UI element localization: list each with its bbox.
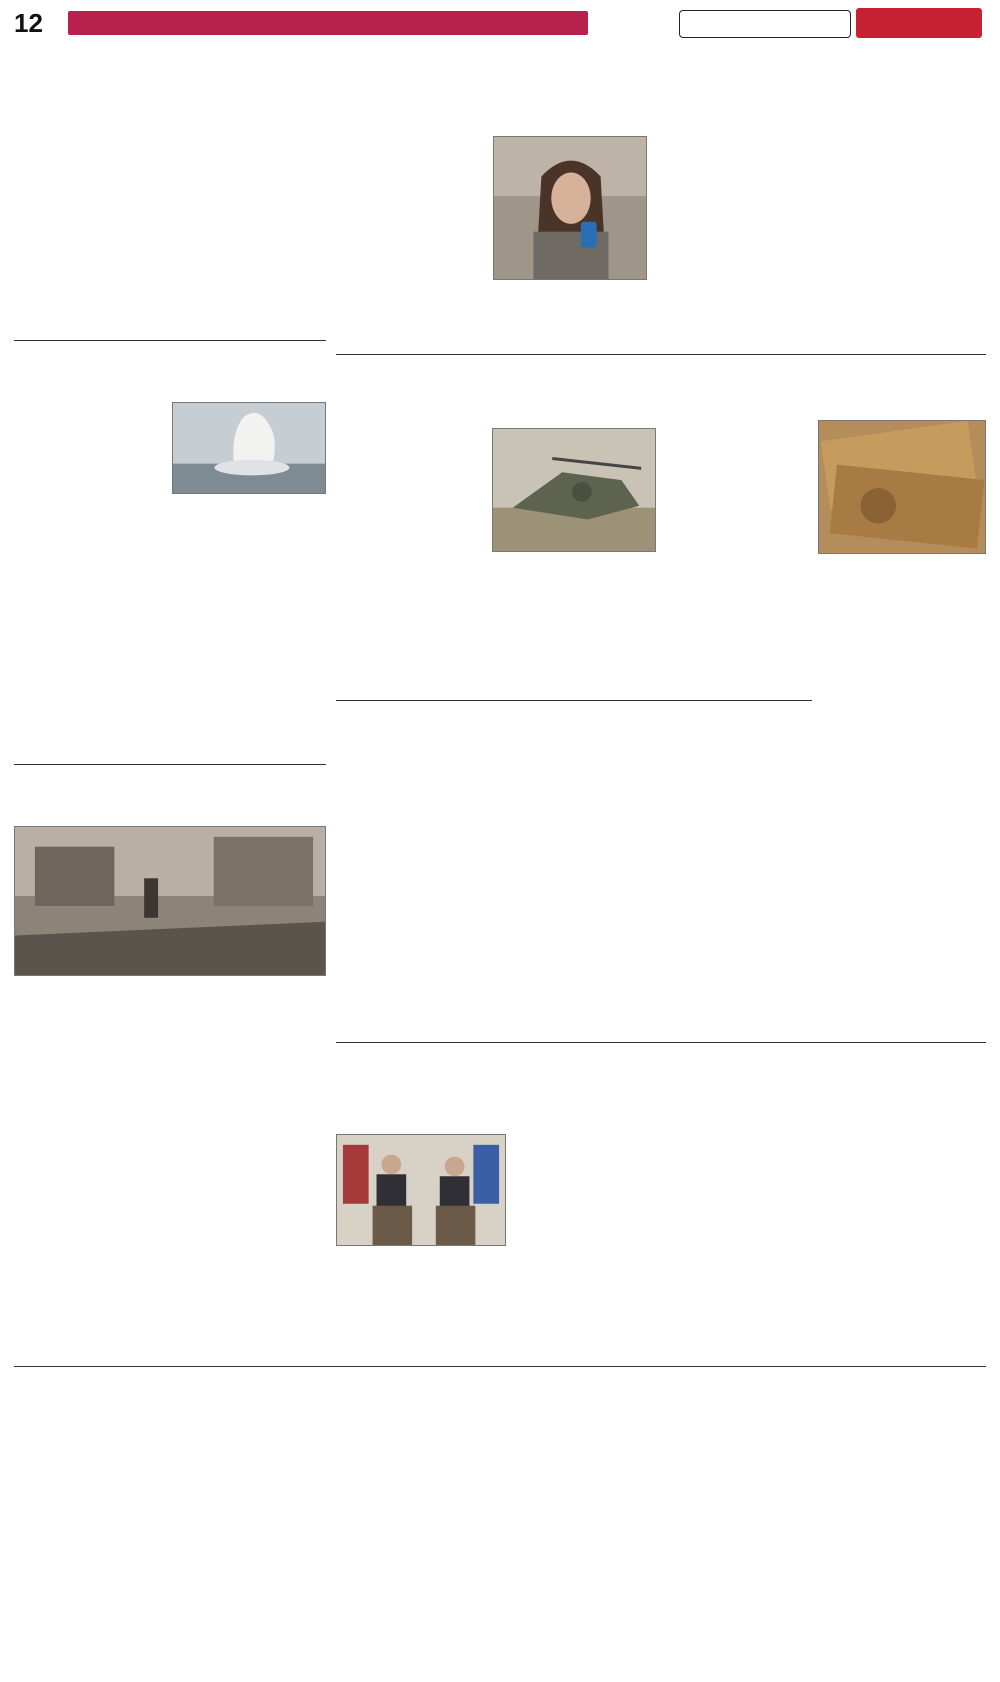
imprint-footer xyxy=(0,1660,1000,1678)
underwater-explosion-photo xyxy=(172,402,326,494)
canada-aid-body-col2 xyxy=(818,558,986,1028)
cctv-hacking-body-col1 xyxy=(336,136,486,350)
canada-aid-headline xyxy=(664,360,986,416)
un-rights-tagline xyxy=(336,1416,656,1434)
norway-cyber-body-right xyxy=(512,1134,656,1246)
ww2-bomb-body-col2 xyxy=(172,498,326,760)
europe-corona-body-col3 xyxy=(652,778,812,1038)
biden-china-headline xyxy=(664,1050,986,1108)
ww2-bomb-body-col1 xyxy=(14,402,164,760)
cctv-hacking-body-col4 xyxy=(822,136,986,350)
divider xyxy=(336,1042,986,1043)
un-rights-body-col4 xyxy=(492,1438,656,1652)
ww2-bomb-headline xyxy=(14,348,326,398)
date-strip xyxy=(68,11,588,35)
norway-cyber-headline xyxy=(336,1050,656,1108)
divider xyxy=(336,700,812,701)
helicopter-crash-body-col1 xyxy=(336,428,486,696)
helicopter-crash-body-col2 xyxy=(492,556,656,696)
un-rights-body-col5 xyxy=(664,1416,986,1652)
un-rights-headline xyxy=(14,1372,986,1412)
biden-china-tagline xyxy=(664,1112,986,1130)
press-conference-photo xyxy=(336,1134,506,1246)
corona-global-body-col2 xyxy=(172,112,326,334)
section-label xyxy=(679,10,851,38)
woman-phone-photo xyxy=(493,136,647,280)
newspaper-logo xyxy=(856,8,982,38)
europe-corona-headline xyxy=(336,710,812,774)
norway-cyber-tagline xyxy=(336,1112,656,1130)
corona-global-headline xyxy=(14,48,326,108)
europe-corona-body-col2 xyxy=(492,778,646,1038)
corona-global-body-col1 xyxy=(14,112,164,334)
cctv-hacking-headline xyxy=(336,48,986,134)
cctv-hacking-body-col2 xyxy=(493,284,647,350)
un-rights-body-col1 xyxy=(14,1416,164,1652)
un-rights-body-col3 xyxy=(336,1438,486,1652)
norway-cyber-body-col2 xyxy=(492,1250,656,1360)
helicopter-wreck-photo xyxy=(492,428,656,552)
armenia-body-col2 xyxy=(172,980,326,1360)
divider xyxy=(336,354,986,355)
armenia-headline xyxy=(14,772,326,822)
europe-corona-body-col1 xyxy=(336,778,486,1038)
biden-china-body-col1 xyxy=(664,1134,816,1360)
armenia-body-col1 xyxy=(14,980,164,1360)
canada-aid-body-col1 xyxy=(664,420,812,700)
cctv-hacking-body-col3 xyxy=(654,136,814,350)
helicopter-crash-headline xyxy=(336,360,656,424)
divider xyxy=(14,340,326,341)
divider xyxy=(14,1366,986,1367)
divider xyxy=(14,764,326,765)
un-rights-body-col2 xyxy=(172,1416,326,1652)
canadian-banknotes-photo xyxy=(818,420,986,554)
norway-cyber-body-col1 xyxy=(336,1250,486,1360)
page-number: 12 xyxy=(14,8,43,38)
war-damage-photo xyxy=(14,826,326,976)
page-header xyxy=(14,8,982,38)
biden-china-body-col2 xyxy=(822,1134,986,1360)
